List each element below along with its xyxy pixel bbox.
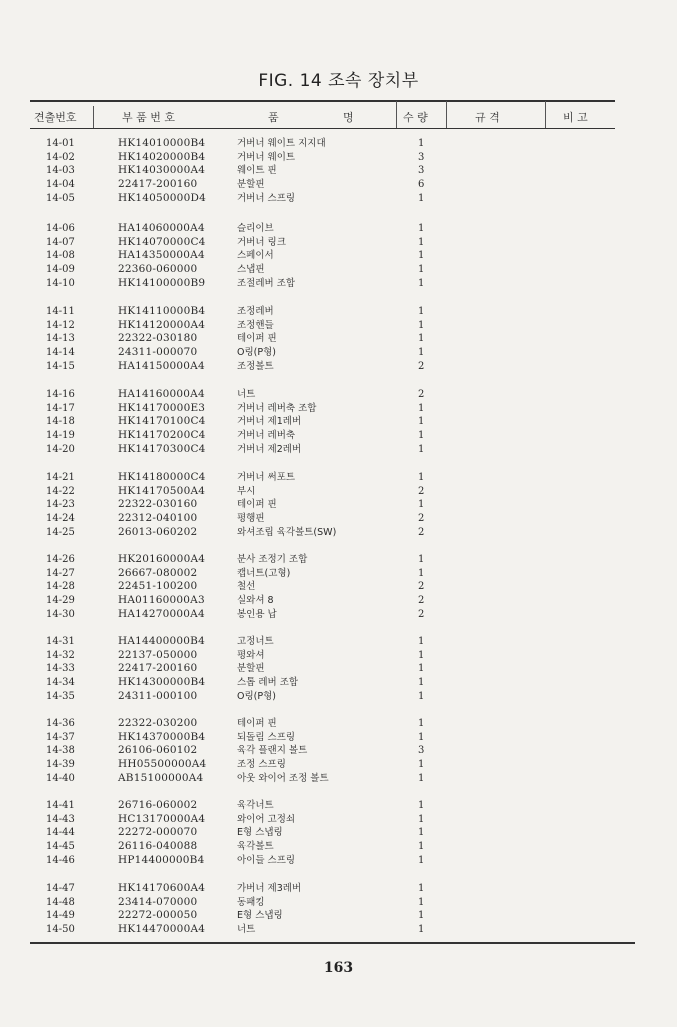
quantity: 1 xyxy=(418,731,425,743)
quantity: 2 xyxy=(418,360,425,372)
part-name: 캡너트(고형) xyxy=(237,567,291,579)
part-name: 테이퍼 핀 xyxy=(237,333,277,345)
part-name: 거버너 웨이트 지지대 xyxy=(237,138,326,149)
item-number: 14-41 xyxy=(46,800,75,811)
header-qty: 수 량 xyxy=(403,111,428,124)
quantity: 1 xyxy=(418,277,425,289)
part-name: 거버너 제2레버 xyxy=(237,443,302,455)
table-row xyxy=(0,151,677,164)
item-number: 14-12 xyxy=(46,319,75,331)
part-number: HK14110000B4 xyxy=(118,305,206,317)
item-number: 14-37 xyxy=(46,731,75,743)
item-number: 14-39 xyxy=(46,759,75,771)
item-number: 14-19 xyxy=(46,430,75,442)
item-number: 14-49 xyxy=(46,910,75,922)
part-number: HK14300000B4 xyxy=(118,676,206,689)
part-name: 스톱 레버 조합 xyxy=(237,677,299,689)
quantity: 1 xyxy=(418,306,425,317)
item-number: 14-01 xyxy=(46,138,75,149)
item-number: 14-02 xyxy=(46,151,75,163)
table-row xyxy=(0,758,677,771)
item-number: 14-27 xyxy=(46,567,75,579)
part-number: 22451-100200 xyxy=(118,580,198,593)
item-number: 14-10 xyxy=(46,277,75,289)
part-number: HK14170000E3 xyxy=(118,401,206,414)
part-name: 너트 xyxy=(237,389,256,400)
quantity: 1 xyxy=(418,813,425,825)
quantity: 1 xyxy=(418,841,425,853)
part-number: 22137-050000 xyxy=(118,648,198,661)
part-number: HK14170500A4 xyxy=(118,484,206,497)
table-row xyxy=(0,305,677,318)
part-number: 26716-060002 xyxy=(118,799,198,811)
part-number: HA14150000A4 xyxy=(118,359,205,372)
part-number: 23414-070000 xyxy=(118,895,198,908)
item-number: 14-04 xyxy=(46,179,75,191)
table-row xyxy=(0,882,677,895)
part-number: HC13170000A4 xyxy=(118,812,206,825)
table-row xyxy=(0,164,677,177)
part-name: 거버너 스프링 xyxy=(237,192,296,204)
part-number: HK14170100C4 xyxy=(118,415,206,428)
item-number: 14-23 xyxy=(46,499,75,511)
quantity: 1 xyxy=(418,472,425,483)
part-number: HA14350000A4 xyxy=(118,249,205,262)
item-number: 14-44 xyxy=(46,827,75,839)
item-number: 14-36 xyxy=(46,718,75,729)
item-number: 14-18 xyxy=(46,416,75,428)
part-name: 스페이서 xyxy=(237,250,274,262)
part-number: HA14270000A4 xyxy=(118,607,205,620)
part-name: 평와셔 xyxy=(237,649,265,661)
part-name: 분할핀 xyxy=(237,179,265,191)
part-name: 육각 플랜지 볼트 xyxy=(237,745,308,757)
quantity: 1 xyxy=(418,347,425,359)
part-number: HK14470000A4 xyxy=(118,923,206,936)
table-row xyxy=(0,249,677,262)
quantity: 1 xyxy=(418,416,425,428)
part-name: 조정 스프링 xyxy=(237,759,286,771)
item-number: 14-47 xyxy=(46,883,75,894)
quantity: 3 xyxy=(418,151,425,163)
table-row xyxy=(0,799,677,812)
part-number: 22360-060000 xyxy=(118,263,198,276)
quantity: 1 xyxy=(418,690,425,702)
part-name: 거버너 링크 xyxy=(237,236,286,248)
quantity: 1 xyxy=(418,402,425,414)
quantity: 1 xyxy=(418,443,425,455)
item-number: 14-48 xyxy=(46,896,75,908)
part-number: 22312-040100 xyxy=(118,512,198,525)
part-name: 테이퍼 핀 xyxy=(237,718,277,729)
quantity: 2 xyxy=(418,608,425,620)
item-number: 14-14 xyxy=(46,347,75,359)
part-name: 분할핀 xyxy=(237,663,265,675)
part-number: 24311-000100 xyxy=(118,689,198,702)
quantity: 1 xyxy=(418,649,425,661)
part-number: HK14120000A4 xyxy=(118,318,206,331)
part-number: 26667-080002 xyxy=(118,566,198,579)
table-row xyxy=(0,553,677,566)
quantity: 1 xyxy=(418,677,425,689)
part-name: 거버너 웨이트 xyxy=(237,151,296,163)
quantity: 2 xyxy=(418,595,425,607)
part-number: HK14370000B4 xyxy=(118,730,206,743)
quantity: 1 xyxy=(418,236,425,248)
table-bottom-rule xyxy=(30,942,635,944)
item-number: 14-26 xyxy=(46,554,75,565)
item-number: 14-05 xyxy=(46,192,75,204)
item-number: 14-25 xyxy=(46,526,75,538)
table-row xyxy=(0,662,677,675)
part-number: 26013-060202 xyxy=(118,525,198,538)
part-name: 부시 xyxy=(237,485,256,497)
header-divider xyxy=(93,106,94,128)
part-name: 와이어 고정쇠 xyxy=(237,813,296,825)
part-name: 아웃 와이어 조정 볼트 xyxy=(237,772,329,784)
quantity: 1 xyxy=(418,883,425,894)
item-number: 14-35 xyxy=(46,690,75,702)
part-name: 육각너트 xyxy=(237,800,274,811)
part-number: HK14020000B4 xyxy=(118,150,206,163)
table-row xyxy=(0,429,677,442)
item-number: 14-32 xyxy=(46,649,75,661)
part-number: HH05500000A4 xyxy=(118,758,207,771)
table-row xyxy=(0,471,677,484)
item-number: 14-13 xyxy=(46,333,75,345)
table-row xyxy=(0,813,677,826)
part-number: HK14070000C4 xyxy=(118,235,206,248)
table-row xyxy=(0,332,677,345)
quantity: 1 xyxy=(418,896,425,908)
part-number: HP14400000B4 xyxy=(118,853,205,866)
part-number: HA01160000A3 xyxy=(118,594,205,607)
quantity: 2 xyxy=(418,526,425,538)
table-row xyxy=(0,236,677,249)
table-row xyxy=(0,826,677,839)
table-row xyxy=(0,594,677,607)
part-number: HK14030000A4 xyxy=(118,164,206,177)
quantity: 1 xyxy=(418,223,425,234)
quantity: 2 xyxy=(418,485,425,497)
quantity: 1 xyxy=(418,319,425,331)
quantity: 1 xyxy=(418,430,425,442)
part-name: 테이퍼 핀 xyxy=(237,499,277,511)
part-name: 거버너 제1레버 xyxy=(237,416,302,428)
part-number: 22322-030200 xyxy=(118,717,198,729)
header-spec: 규 격 xyxy=(475,111,500,124)
quantity: 1 xyxy=(418,827,425,839)
quantity: 1 xyxy=(418,499,425,511)
header-no: 견출번호 xyxy=(34,111,77,124)
part-name: E형 스냅링 xyxy=(237,827,283,839)
item-number: 14-08 xyxy=(46,250,75,262)
quantity: 1 xyxy=(418,636,425,647)
part-name: 아이들 스프링 xyxy=(237,854,296,866)
quantity: 2 xyxy=(418,581,425,593)
table-row xyxy=(0,512,677,525)
part-name: 봉인용 납 xyxy=(237,608,277,620)
part-name: 육각볼트 xyxy=(237,841,274,853)
table-row xyxy=(0,415,677,428)
table-top-rule xyxy=(30,100,615,102)
table-row xyxy=(0,319,677,332)
quantity: 3 xyxy=(418,745,425,757)
table-row xyxy=(0,717,677,730)
table-row xyxy=(0,277,677,290)
part-number: 22322-030180 xyxy=(118,332,198,345)
header-divider xyxy=(446,101,447,128)
quantity: 1 xyxy=(418,924,425,936)
table-row xyxy=(0,137,677,150)
quantity: 1 xyxy=(418,264,425,276)
table-row xyxy=(0,498,677,511)
item-number: 14-30 xyxy=(46,608,75,620)
item-number: 14-11 xyxy=(46,306,75,317)
table-row xyxy=(0,896,677,909)
part-number: 22417-200160 xyxy=(118,662,198,675)
item-number: 14-46 xyxy=(46,854,75,866)
quantity: 6 xyxy=(418,179,425,191)
table-row xyxy=(0,772,677,785)
part-name: 조정레버 xyxy=(237,306,274,317)
quantity: 1 xyxy=(418,854,425,866)
header-name: 품 xyxy=(268,111,279,124)
part-number: HK14100000B9 xyxy=(118,276,206,289)
table-row xyxy=(0,635,677,648)
table-row xyxy=(0,567,677,580)
part-number: 22272-000050 xyxy=(118,909,198,922)
quantity: 1 xyxy=(418,250,425,262)
item-number: 14-20 xyxy=(46,443,75,455)
header-part: 부 품 번 호 xyxy=(122,111,175,124)
item-number: 14-07 xyxy=(46,236,75,248)
part-name: O링(P형) xyxy=(237,347,276,359)
table-row xyxy=(0,360,677,373)
table-row xyxy=(0,608,677,621)
table-row xyxy=(0,402,677,415)
part-name: 실와셔 8 xyxy=(237,595,274,607)
header-divider xyxy=(396,101,397,128)
item-number: 14-28 xyxy=(46,581,75,593)
item-number: 14-03 xyxy=(46,165,75,177)
table-row xyxy=(0,443,677,456)
table-row xyxy=(0,346,677,359)
part-number: 26116-040088 xyxy=(118,840,198,853)
part-name: 가버너 제3레버 xyxy=(237,883,302,894)
quantity: 1 xyxy=(418,910,425,922)
part-name: 웨이트 핀 xyxy=(237,165,277,177)
quantity: 1 xyxy=(418,663,425,675)
table-row xyxy=(0,854,677,867)
quantity: 1 xyxy=(418,192,425,204)
part-number: HK20160000A4 xyxy=(118,553,206,565)
table-row xyxy=(0,263,677,276)
table-row xyxy=(0,731,677,744)
quantity: 1 xyxy=(418,567,425,579)
table-row xyxy=(0,388,677,401)
table-row xyxy=(0,909,677,922)
table-row xyxy=(0,676,677,689)
item-number: 14-24 xyxy=(46,513,75,525)
page-number: 163 xyxy=(323,960,354,976)
part-number: 22272-000070 xyxy=(118,826,198,839)
item-number: 14-45 xyxy=(46,841,75,853)
quantity: 1 xyxy=(418,718,425,729)
part-name: 거버너 써포트 xyxy=(237,472,296,483)
item-number: 14-17 xyxy=(46,402,75,414)
part-name: 스냅핀 xyxy=(237,264,265,276)
header-name-2: 명 xyxy=(343,111,354,124)
part-number: 26106-060102 xyxy=(118,744,198,757)
item-number: 14-22 xyxy=(46,485,75,497)
table-row xyxy=(0,192,677,205)
table-row xyxy=(0,178,677,191)
part-name: 조절레버 조합 xyxy=(237,277,296,289)
part-name: 슬리이브 xyxy=(237,223,274,234)
part-name: O링(P형) xyxy=(237,690,276,702)
quantity: 1 xyxy=(418,772,425,784)
item-number: 14-29 xyxy=(46,595,75,607)
part-name: 철선 xyxy=(237,581,256,593)
quantity: 2 xyxy=(418,389,425,400)
item-number: 14-15 xyxy=(46,360,75,372)
table-row xyxy=(0,840,677,853)
table-row xyxy=(0,526,677,539)
part-name: 조정볼트 xyxy=(237,360,274,372)
quantity: 1 xyxy=(418,800,425,811)
header-divider xyxy=(545,101,546,128)
item-number: 14-21 xyxy=(46,472,75,483)
part-number: 22417-200160 xyxy=(118,178,198,191)
table-row xyxy=(0,649,677,662)
part-number: HA14060000A4 xyxy=(118,222,205,234)
part-name: 와셔조립 육각볼트(SW) xyxy=(237,526,337,538)
part-name: 분사 조정기 조합 xyxy=(237,554,308,565)
part-number: HA14400000B4 xyxy=(118,635,205,647)
quantity: 1 xyxy=(418,138,425,149)
part-number: HK14050000D4 xyxy=(118,191,206,204)
part-number: HK14170600A4 xyxy=(118,882,206,894)
table-row xyxy=(0,485,677,498)
item-number: 14-16 xyxy=(46,389,75,400)
header-remark: 비 고 xyxy=(563,111,588,124)
table-row xyxy=(0,923,677,936)
part-name: 되돌림 스프링 xyxy=(237,731,296,743)
quantity: 1 xyxy=(418,333,425,345)
quantity: 3 xyxy=(418,165,425,177)
table-row xyxy=(0,744,677,757)
table-row xyxy=(0,580,677,593)
part-name: 거버너 레버축 조합 xyxy=(237,402,317,414)
part-number: HK14180000C4 xyxy=(118,471,206,483)
table-row xyxy=(0,222,677,235)
part-name: 조정핸들 xyxy=(237,319,274,331)
table-row xyxy=(0,690,677,703)
part-name: 평행핀 xyxy=(237,513,265,525)
item-number: 14-33 xyxy=(46,663,75,675)
part-number: HA14160000A4 xyxy=(118,388,205,400)
item-number: 14-34 xyxy=(46,677,75,689)
part-name: 고정너트 xyxy=(237,636,274,647)
item-number: 14-50 xyxy=(46,924,75,936)
quantity: 1 xyxy=(418,759,425,771)
quantity: 1 xyxy=(418,554,425,565)
part-number: HK14170300C4 xyxy=(118,442,206,455)
part-number: AB15100000A4 xyxy=(118,771,204,784)
part-name: 동패킹 xyxy=(237,896,265,908)
header-rule xyxy=(30,128,615,129)
item-number: 14-38 xyxy=(46,745,75,757)
part-number: HK14010000B4 xyxy=(118,137,206,149)
item-number: 14-31 xyxy=(46,636,75,647)
part-name: 거버너 레버축 xyxy=(237,430,296,442)
item-number: 14-40 xyxy=(46,772,75,784)
part-number: 22322-030160 xyxy=(118,498,198,511)
part-name: 너트 xyxy=(237,924,256,936)
part-number: 24311-000070 xyxy=(118,346,198,359)
part-number: HK14170200C4 xyxy=(118,429,206,442)
quantity: 2 xyxy=(418,513,425,525)
item-number: 14-06 xyxy=(46,223,75,234)
page-title: FIG. 14 조속 장치부 xyxy=(258,71,419,91)
part-name: E형 스냅링 xyxy=(237,910,283,922)
item-number: 14-09 xyxy=(46,264,75,276)
item-number: 14-43 xyxy=(46,813,75,825)
